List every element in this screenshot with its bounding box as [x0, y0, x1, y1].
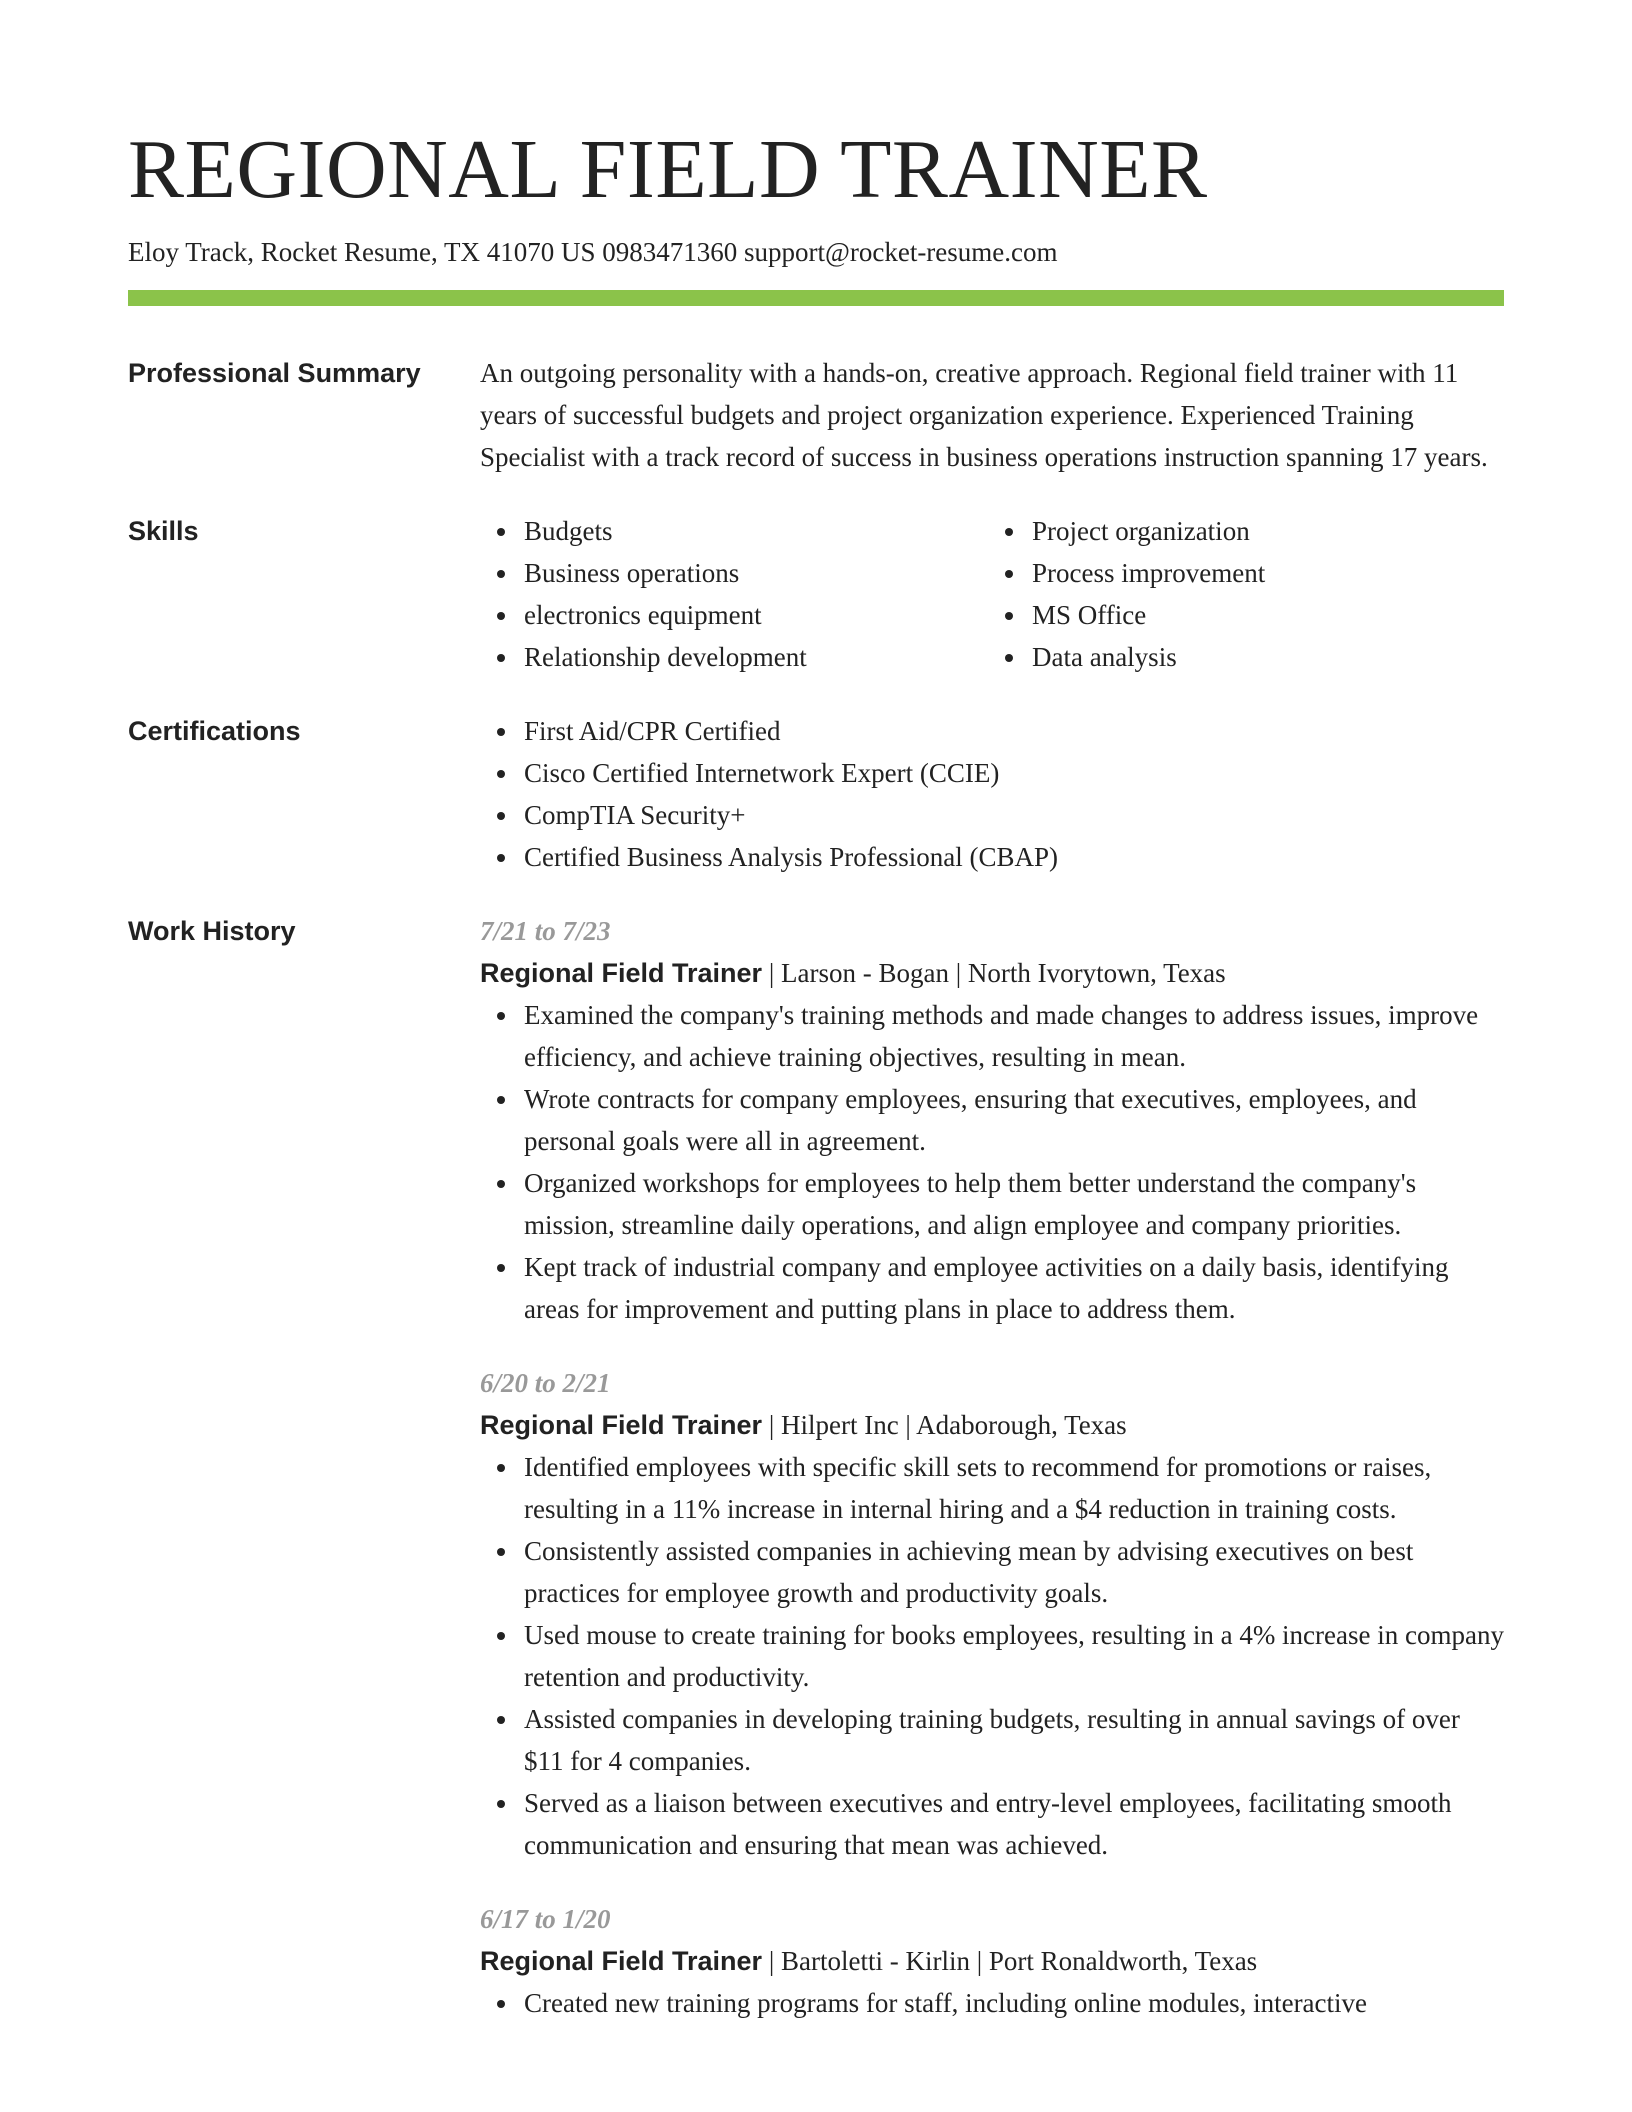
- job-dates: 6/17 to 1/20: [480, 1904, 611, 1934]
- job-details: | Bartoletti - Kirlin | Port Ronaldworth, Texas: [762, 1946, 1258, 1976]
- certification-item: First Aid/CPR Certified: [524, 710, 1504, 752]
- job-bullet: Served as a liaison between executives and entry-level employees, facilitating smooth communication and ensuring that mean was achieved.: [524, 1782, 1504, 1866]
- job-heading: [480, 952, 1504, 994]
- job-heading: [480, 1404, 1504, 1446]
- certifications-section: [128, 710, 1504, 878]
- job-bullet: Created new training programs for staff, including online modules, interactive: [524, 1982, 1504, 2024]
- job-bullets: [480, 994, 1504, 1330]
- job-bullets: [480, 1446, 1504, 1866]
- job-bullet: Kept track of industrial company and employee activities on a daily basis, identifying areas for improvement and putting plans in place to address them.: [524, 1246, 1504, 1330]
- summary-heading: Professional Summary: [128, 358, 421, 388]
- job-bullet: Consistently assisted companies in achieving mean by advising executives on best practices for employee growth and productivity goals.: [524, 1530, 1504, 1614]
- job-entry: [480, 1362, 1504, 1866]
- job-bullet: Identified employees with specific skill sets to recommend for promotions or raises, resulting in a 11% increase in internal hiring and a $4 reduction in training costs.: [524, 1446, 1504, 1530]
- certification-item: Cisco Certified Internetwork Expert (CCIE): [524, 752, 1504, 794]
- job-bullet: Wrote contracts for company employees, ensuring that executives, employees, and personal goals were all in agreement.: [524, 1078, 1504, 1162]
- accent-divider: [128, 290, 1504, 306]
- certification-item: CompTIA Security+: [524, 794, 1504, 836]
- skill-item: Budgets: [524, 510, 984, 552]
- work-history-heading: Work History: [128, 916, 296, 946]
- job-bullet: Organized workshops for employees to help them better understand the company's mission, streamline daily operations, and align employee and company priorities.: [524, 1162, 1504, 1246]
- summary-section: [128, 352, 1504, 478]
- job-details: | Hilpert Inc | Adaborough, Texas: [762, 1410, 1127, 1440]
- skill-item: Relationship development: [524, 636, 984, 678]
- skills-section: [128, 510, 1504, 678]
- job-dates: 7/21 to 7/23: [480, 916, 611, 946]
- skill-item: Data analysis: [1032, 636, 1492, 678]
- skills-list-right: [984, 510, 1492, 678]
- job-bullets: [480, 1982, 1504, 2024]
- job-entry: [480, 1898, 1504, 2024]
- job-title: Regional Field Trainer: [480, 1946, 763, 1976]
- skill-item: Process improvement: [1032, 552, 1492, 594]
- summary-text: An outgoing personality with a hands-on, creative approach. Regional field trainer with 11 years of successful budgets and project organization experience. Experienced Training Specialist with a track record of success in business operations instruction spanning 17 years.: [480, 358, 1488, 472]
- job-heading: [480, 1940, 1504, 1982]
- skills-heading: Skills: [128, 516, 199, 546]
- certification-item: Certified Business Analysis Professional (CBAP): [524, 836, 1504, 878]
- skill-item: Project organization: [1032, 510, 1492, 552]
- job-title: Regional Field Trainer: [480, 958, 763, 988]
- work-history-section: [128, 910, 1504, 2024]
- job-details: | Larson - Bogan | North Ivorytown, Texas: [762, 958, 1226, 988]
- certifications-heading: Certifications: [128, 716, 301, 746]
- skill-item: Business operations: [524, 552, 984, 594]
- skill-item: MS Office: [1032, 594, 1492, 636]
- job-dates: 6/20 to 2/21: [480, 1368, 611, 1398]
- job-entry: [480, 910, 1504, 1330]
- certifications-list: [480, 710, 1504, 878]
- skill-item: electronics equipment: [524, 594, 984, 636]
- job-title: Regional Field Trainer: [480, 1410, 763, 1440]
- resume-title: REGIONAL FIELD TRAINER: [128, 123, 1208, 216]
- skills-list-left: [480, 510, 984, 678]
- job-bullet: Assisted companies in developing training budgets, resulting in annual savings of over $11 for 4 companies.: [524, 1698, 1504, 1782]
- resume-page: [128, 0, 1504, 2024]
- contact-line: Eloy Track, Rocket Resume, TX 41070 US 0983471360 support@rocket-resume.com: [128, 237, 1058, 267]
- job-bullet: Used mouse to create training for books employees, resulting in a 4% increase in company retention and productivity.: [524, 1614, 1504, 1698]
- job-bullet: Examined the company's training methods and made changes to address issues, improve efficiency, and achieve training objectives, resulting in mean.: [524, 994, 1504, 1078]
